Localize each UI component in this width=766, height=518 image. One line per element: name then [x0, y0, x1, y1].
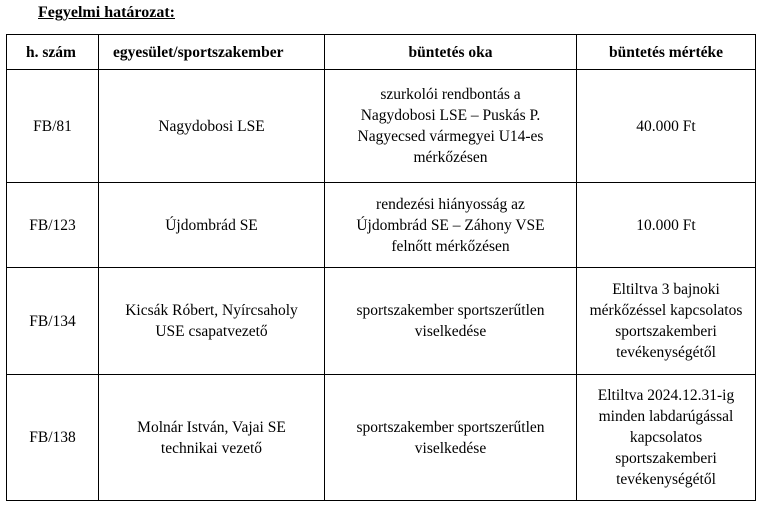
table-row: [7, 268, 756, 375]
cell-reason: rendezési hiányosság az Újdombrád SE – Záhony VSE felnőtt mérkőzésen: [325, 183, 577, 268]
cell-case-number: FB/134: [7, 268, 99, 375]
cell-party: Újdombrád SE: [99, 183, 325, 268]
page-heading: Fegyelmi határozat:: [38, 4, 175, 21]
cell-case-number: FB/81: [7, 70, 99, 183]
cell-party: Kicsák Róbert, Nyírcsaholy USE csapatvezető: [99, 268, 325, 375]
cell-penalty: Eltiltva 3 bajnoki mérkőzéssel kapcsolatos sportszakemberi tevékenységétől: [577, 268, 756, 375]
cell-penalty: Eltiltva 2024.12.31-ig minden labdarúgással kapcsolatos sportszakemberi tevékenységétől: [577, 375, 756, 501]
table-header-row: [7, 35, 756, 70]
cell-reason: sportszakember sportszerűtlen viselkedése: [325, 268, 577, 375]
cell-reason: sportszakember sportszerűtlen viselkedése: [325, 375, 577, 501]
header-case-number: h. szám: [7, 35, 99, 70]
table-row: [7, 70, 756, 183]
cell-case-number: FB/123: [7, 183, 99, 268]
cell-penalty: 40.000 Ft: [577, 70, 756, 183]
cell-reason: szurkolói rendbontás a Nagydobosi LSE – Puskás P. Nagyecsed vármegyei U14-es mérkőzésen: [325, 70, 577, 183]
header-party: egyesület/sportszakember: [99, 35, 325, 70]
table-row: [7, 183, 756, 268]
header-reason: büntetés oka: [325, 35, 577, 70]
cell-case-number: FB/138: [7, 375, 99, 501]
cell-party: Molnár István, Vajai SE technikai vezető: [99, 375, 325, 501]
cell-penalty: 10.000 Ft: [577, 183, 756, 268]
table-row: [7, 375, 756, 501]
disciplinary-table: [6, 34, 756, 501]
cell-party: Nagydobosi LSE: [99, 70, 325, 183]
header-penalty: büntetés mértéke: [577, 35, 756, 70]
